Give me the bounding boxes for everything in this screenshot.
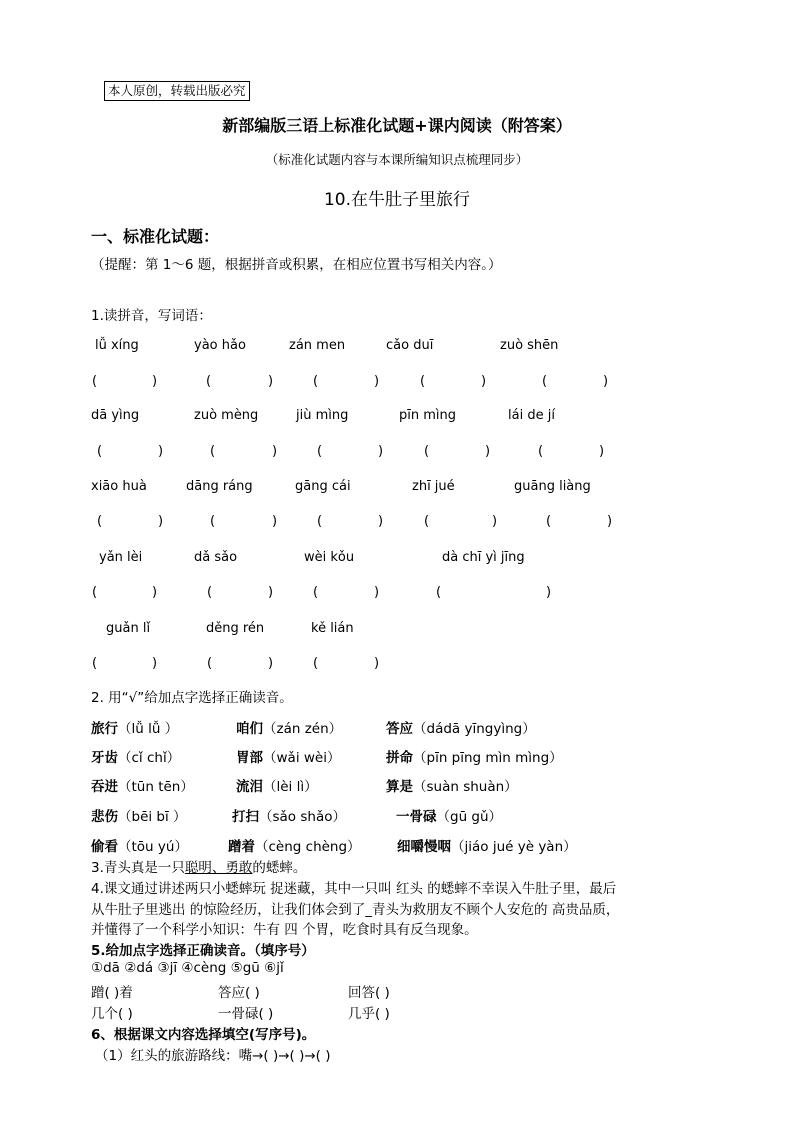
answer-blank-close: ) <box>603 374 609 389</box>
q5-blank[interactable]: 蹭( )着 <box>91 985 133 1001</box>
answer-blank[interactable]: ( <box>92 656 98 671</box>
q2-options: （wǎi wèi） <box>263 750 341 766</box>
q2-item[interactable] <box>236 775 318 795</box>
q3-post: 的蟋蟀。 <box>252 860 307 876</box>
q2-options: （tūn tēn） <box>118 779 194 795</box>
pinyin: lái de jí <box>508 408 555 423</box>
answer-blank[interactable]: ( <box>97 444 103 459</box>
pinyin: dā yìng <box>91 408 140 423</box>
q2-item[interactable] <box>386 717 536 737</box>
answer-blank-close: ) <box>492 514 498 529</box>
answer-blank[interactable]: ( <box>436 585 442 600</box>
answer-blank-close: ) <box>607 514 613 529</box>
answer-blank[interactable]: ( <box>313 656 319 671</box>
answer-blank[interactable]: ( <box>542 374 548 389</box>
q2-item[interactable] <box>397 835 577 855</box>
q2-options: （lèi lì） <box>263 779 318 795</box>
pinyin: dà chī yì jīng <box>442 550 525 565</box>
pinyin: guǎn lǐ <box>106 621 151 636</box>
q2-word: 打扫 <box>232 809 259 825</box>
q2-word: 算是 <box>386 779 413 795</box>
q5-prompt: 5.给加点字选择正确读音。（填序号） <box>91 943 315 959</box>
q2-word: 蹭着 <box>228 839 255 855</box>
q2-prompt: 2. 用“√”给加点字选择正确读音。 <box>91 690 293 706</box>
answer-blank-close: ) <box>272 444 278 459</box>
pinyin: zuò mèng <box>194 408 259 423</box>
q2-options: （sǎo shǎo） <box>259 809 346 825</box>
q6-prompt: 6、根据课文内容选择填空(写序号)。 <box>91 1027 316 1043</box>
q2-word: 牙齿 <box>91 750 118 766</box>
q2-item[interactable] <box>91 717 178 737</box>
q2-word: 悲伤 <box>91 809 118 825</box>
answer-blank-close: ) <box>158 444 164 459</box>
answer-blank-close: ) <box>268 656 274 671</box>
section-note: （提醒：第 1～6 题，根据拼音或积累，在相应位置书写相关内容。） <box>91 257 502 273</box>
answer-blank[interactable]: ( <box>424 444 430 459</box>
q2-word: 胃部 <box>236 750 263 766</box>
q2-word: 答应 <box>386 721 413 737</box>
answer-blank-close: ) <box>485 444 491 459</box>
q2-item[interactable] <box>91 746 180 766</box>
q1-prompt: 1.读拼音，写词语： <box>91 308 212 324</box>
page-subtitle: （标准化试题内容与本课所编知识点梳理同步） <box>265 152 529 167</box>
answer-blank[interactable]: ( <box>206 374 212 389</box>
q2-word: 偷看 <box>91 839 118 855</box>
q2-word: 咱们 <box>236 721 263 737</box>
q5-blank[interactable]: 几乎( ) <box>348 1006 390 1022</box>
pinyin: cǎo duī <box>386 338 434 353</box>
q2-item[interactable] <box>386 746 563 766</box>
q2-item[interactable] <box>396 805 502 825</box>
pinyin: pīn mìng <box>399 408 457 423</box>
answer-blank[interactable]: ( <box>210 514 216 529</box>
q2-item[interactable] <box>228 835 361 855</box>
answer-blank[interactable]: ( <box>424 514 430 529</box>
q2-options: （jiáo jué yè yàn） <box>451 839 577 855</box>
answer-blank-close: ) <box>268 585 274 600</box>
q2-options: （bēi bī ） <box>118 809 187 825</box>
q5-blank[interactable]: 回答( ) <box>348 985 390 1001</box>
q3-pre: 3.青头真是一只 <box>91 860 185 876</box>
answer-blank[interactable]: ( <box>313 374 319 389</box>
q2-options: （lǚ lǚ ） <box>118 721 179 737</box>
pinyin: zán men <box>289 338 346 353</box>
pinyin: guāng liàng <box>514 479 591 494</box>
q3-answer: 聪明、勇敢 <box>184 860 253 876</box>
copyright-box: 本人原创，转载出版必究 <box>104 81 250 101</box>
q2-options: （zán zén） <box>263 721 343 737</box>
page-title: 新部编版三语上标准化试题+课内阅读（附答案） <box>222 116 572 135</box>
q5-blank[interactable]: 几个( ) <box>91 1006 133 1022</box>
lesson-title: 10.在牛肚子里旅行 <box>323 190 471 210</box>
q2-options: （dádā yīngyìng） <box>413 721 536 737</box>
q6-line[interactable]: （1）红头的旅游路线：嘴→( )→( )→( ) <box>95 1048 331 1064</box>
pinyin: kě lián <box>311 621 354 636</box>
answer-blank-close: ) <box>152 585 158 600</box>
pinyin: gāng cái <box>295 479 351 494</box>
q5-options: ①dā ②dá ③jī ④cèng ⑤gū ⑥jǐ <box>91 960 284 976</box>
q2-word: 一骨碌 <box>396 809 437 825</box>
q2-word: 旅行 <box>91 721 118 737</box>
answer-blank-close: ) <box>272 514 278 529</box>
q2-word: 吞进 <box>91 779 118 795</box>
q2-item[interactable] <box>91 775 194 795</box>
answer-blank[interactable]: ( <box>317 444 323 459</box>
answer-blank-close: ) <box>374 374 380 389</box>
q4-line: 从牛肚子里逃出 的惊险经历，让我们体会到了_青头为救朋友不顾个人安危的 高贵品质， <box>91 902 620 918</box>
q2-options: （cǐ chǐ） <box>118 750 181 766</box>
answer-blank-close: ) <box>158 514 164 529</box>
q2-item[interactable] <box>91 835 188 855</box>
answer-blank[interactable]: ( <box>210 444 216 459</box>
answer-blank-close: ) <box>374 656 380 671</box>
q5-blank[interactable]: 一骨碌( ) <box>218 1006 274 1022</box>
q2-word: 细嚼慢咽 <box>397 839 451 855</box>
q2-word: 流泪 <box>236 779 263 795</box>
answer-blank[interactable]: ( <box>92 374 98 389</box>
answer-blank[interactable]: ( <box>97 514 103 529</box>
section-heading: 一、标准化试题： <box>91 227 220 246</box>
pinyin: jiù mìng <box>296 408 349 423</box>
q2-item[interactable] <box>386 775 518 795</box>
pinyin: zuò shēn <box>500 338 559 353</box>
pinyin: dǎ sǎo <box>194 550 238 565</box>
answer-blank[interactable]: ( <box>420 374 426 389</box>
q3-sentence <box>91 856 306 876</box>
answer-blank[interactable]: ( <box>538 444 544 459</box>
q2-item[interactable] <box>236 746 340 766</box>
q2-options: （cèng chèng） <box>255 839 361 855</box>
q2-item[interactable] <box>91 805 187 825</box>
pinyin: xiāo huà <box>91 479 147 494</box>
pinyin: dāng ráng <box>186 479 253 494</box>
answer-blank-close: ) <box>481 374 487 389</box>
answer-blank[interactable]: ( <box>317 514 323 529</box>
answer-blank-close: ) <box>378 444 384 459</box>
answer-blank[interactable]: ( <box>207 585 213 600</box>
pinyin: yǎn lèi <box>99 550 143 565</box>
answer-blank[interactable]: ( <box>546 514 552 529</box>
q5-blank[interactable]: 答应( ) <box>218 985 260 1001</box>
answer-blank-close: ) <box>152 374 158 389</box>
q4-line: 并懂得了一个科学小知识：牛有 四 个胃，吃食时具有反刍现象。 <box>91 922 478 938</box>
q2-item[interactable] <box>236 717 342 737</box>
answer-blank-close: ) <box>378 514 384 529</box>
answer-blank[interactable]: ( <box>92 585 98 600</box>
answer-blank-close: ) <box>152 656 158 671</box>
q2-options: （tōu yú） <box>118 839 188 855</box>
pinyin: děng rén <box>206 621 265 636</box>
answer-blank-close: ) <box>546 585 552 600</box>
answer-blank[interactable]: ( <box>207 656 213 671</box>
pinyin: yào hǎo <box>194 338 246 353</box>
answer-blank-close: ) <box>374 585 380 600</box>
q2-item[interactable] <box>232 805 346 825</box>
pinyin: lǚ xíng <box>95 338 139 353</box>
q2-options: （pīn pīng mìn mìng） <box>413 750 563 766</box>
q2-word: 拼命 <box>386 750 413 766</box>
q2-options: （gū gǔ） <box>436 809 503 825</box>
answer-blank-close: ) <box>599 444 605 459</box>
answer-blank[interactable]: ( <box>313 585 319 600</box>
pinyin: wèi kǒu <box>304 550 355 565</box>
q4-line: 4.课文通过讲述两只小蟋蟀玩 捉迷藏，其中一只叫 红头 的蟋蟀不幸误入牛肚子里，最后 <box>91 881 617 897</box>
q2-options: （suàn shuàn） <box>413 779 518 795</box>
answer-blank-close: ) <box>268 374 274 389</box>
pinyin: zhī jué <box>412 479 455 494</box>
